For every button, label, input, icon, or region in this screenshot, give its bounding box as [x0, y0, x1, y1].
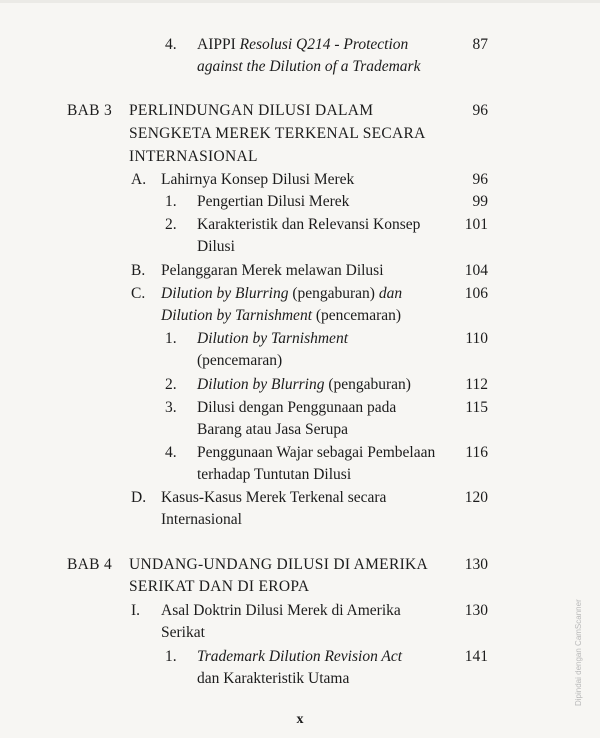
toc-num: 3.: [165, 399, 177, 416]
toc-page-number: 115: [465, 399, 488, 416]
toc-page-number: 116: [465, 444, 488, 461]
chapter-title: PERLINDUNGAN DILUSI DALAM: [129, 102, 374, 119]
toc-page-number: 112: [465, 376, 488, 393]
subsection-title: Penggunaan Wajar sebagai Pembelaan: [197, 444, 436, 461]
section-title: Lahirnya Konsep Dilusi Merek: [161, 171, 355, 188]
section-title-cont: Internasional: [161, 511, 242, 528]
toc-page-number: 106: [464, 285, 488, 302]
subsection-title: Dilution by Tarnishment: [197, 330, 348, 347]
toc-entry-title: AIPPI Resolusi Q214 - Protection: [197, 36, 409, 53]
section-title: Asal Doktrin Dilusi Merek di Amerika: [161, 602, 401, 619]
subsection-title: Trademark Dilution Revision Act: [197, 648, 403, 665]
scan-edge: [0, 0, 600, 3]
toc-page-number: 87: [472, 36, 488, 53]
subsection-title: Dilusi dengan Penggunaan pada: [197, 399, 397, 416]
toc-page-number: 96: [472, 171, 488, 188]
subsection-title: Pengertian Dilusi Merek: [197, 193, 350, 210]
section-title: Kasus-Kasus Merek Terkenal secara: [161, 489, 387, 506]
toc-page-number: 130: [464, 602, 488, 619]
toc-num: 2.: [165, 376, 177, 393]
toc-num: 4.: [165, 444, 177, 461]
toc-page-number: 104: [464, 262, 488, 279]
page-numeral: x: [296, 712, 304, 727]
section-title-cont: Serikat: [161, 624, 205, 641]
toc-num: 1.: [165, 193, 177, 210]
toc-entry-title-cont: against the Dilution of a Trademark: [197, 58, 421, 75]
toc-page-number: 130: [464, 556, 488, 573]
toc-page-number: 101: [464, 216, 488, 233]
subsection-title: Karakteristik dan Relevansi Konsep: [197, 216, 421, 233]
chapter-title-cont: INTERNASIONAL: [129, 148, 258, 165]
chapter-title-cont: SENGKETA MEREK TERKENAL SECARA: [129, 125, 426, 142]
toc-page-number: 110: [465, 330, 488, 347]
subsection-title-cont: dan Karakteristik Utama: [197, 670, 350, 687]
section-title: Dilution by Blurring (pengaburan) dan: [161, 285, 403, 302]
subsection-title: Dilution by Blurring (pengaburan): [197, 376, 411, 393]
subsection-title-cont: Barang atau Jasa Serupa: [197, 421, 349, 438]
toc-num: 1.: [165, 330, 177, 347]
toc-num: 2.: [165, 216, 177, 233]
section-letter: D.: [131, 489, 147, 506]
toc-num: 4.: [165, 36, 177, 53]
toc-num: 1.: [165, 648, 177, 665]
toc-page-number: 120: [464, 489, 488, 506]
subsection-title-cont: Dilusi: [197, 238, 235, 255]
subsection-title-cont: terhadap Tuntutan Dilusi: [197, 466, 352, 483]
chapter-label: BAB 4: [67, 556, 112, 573]
scanner-watermark: Dipindai dengan CamScanner: [574, 599, 583, 706]
section-letter: C.: [131, 285, 146, 302]
chapter-title-cont: SERIKAT DAN DI EROPA: [129, 578, 310, 595]
section-letter: I.: [131, 602, 141, 619]
section-letter: B.: [131, 262, 146, 279]
chapter-label: BAB 3: [67, 102, 112, 119]
chapter-title: UNDANG-UNDANG DILUSI DI AMERIKA: [129, 556, 429, 573]
toc-page-number: 96: [472, 102, 488, 119]
section-letter: A.: [131, 171, 147, 188]
section-title-cont: Dilution by Tarnishment (pencemaran): [161, 307, 402, 324]
toc-page-number: 141: [464, 648, 488, 665]
toc-page-number: 99: [472, 193, 488, 210]
section-title: Pelanggaran Merek melawan Dilusi: [161, 262, 384, 279]
subsection-title-cont: (pencemaran): [197, 352, 283, 369]
